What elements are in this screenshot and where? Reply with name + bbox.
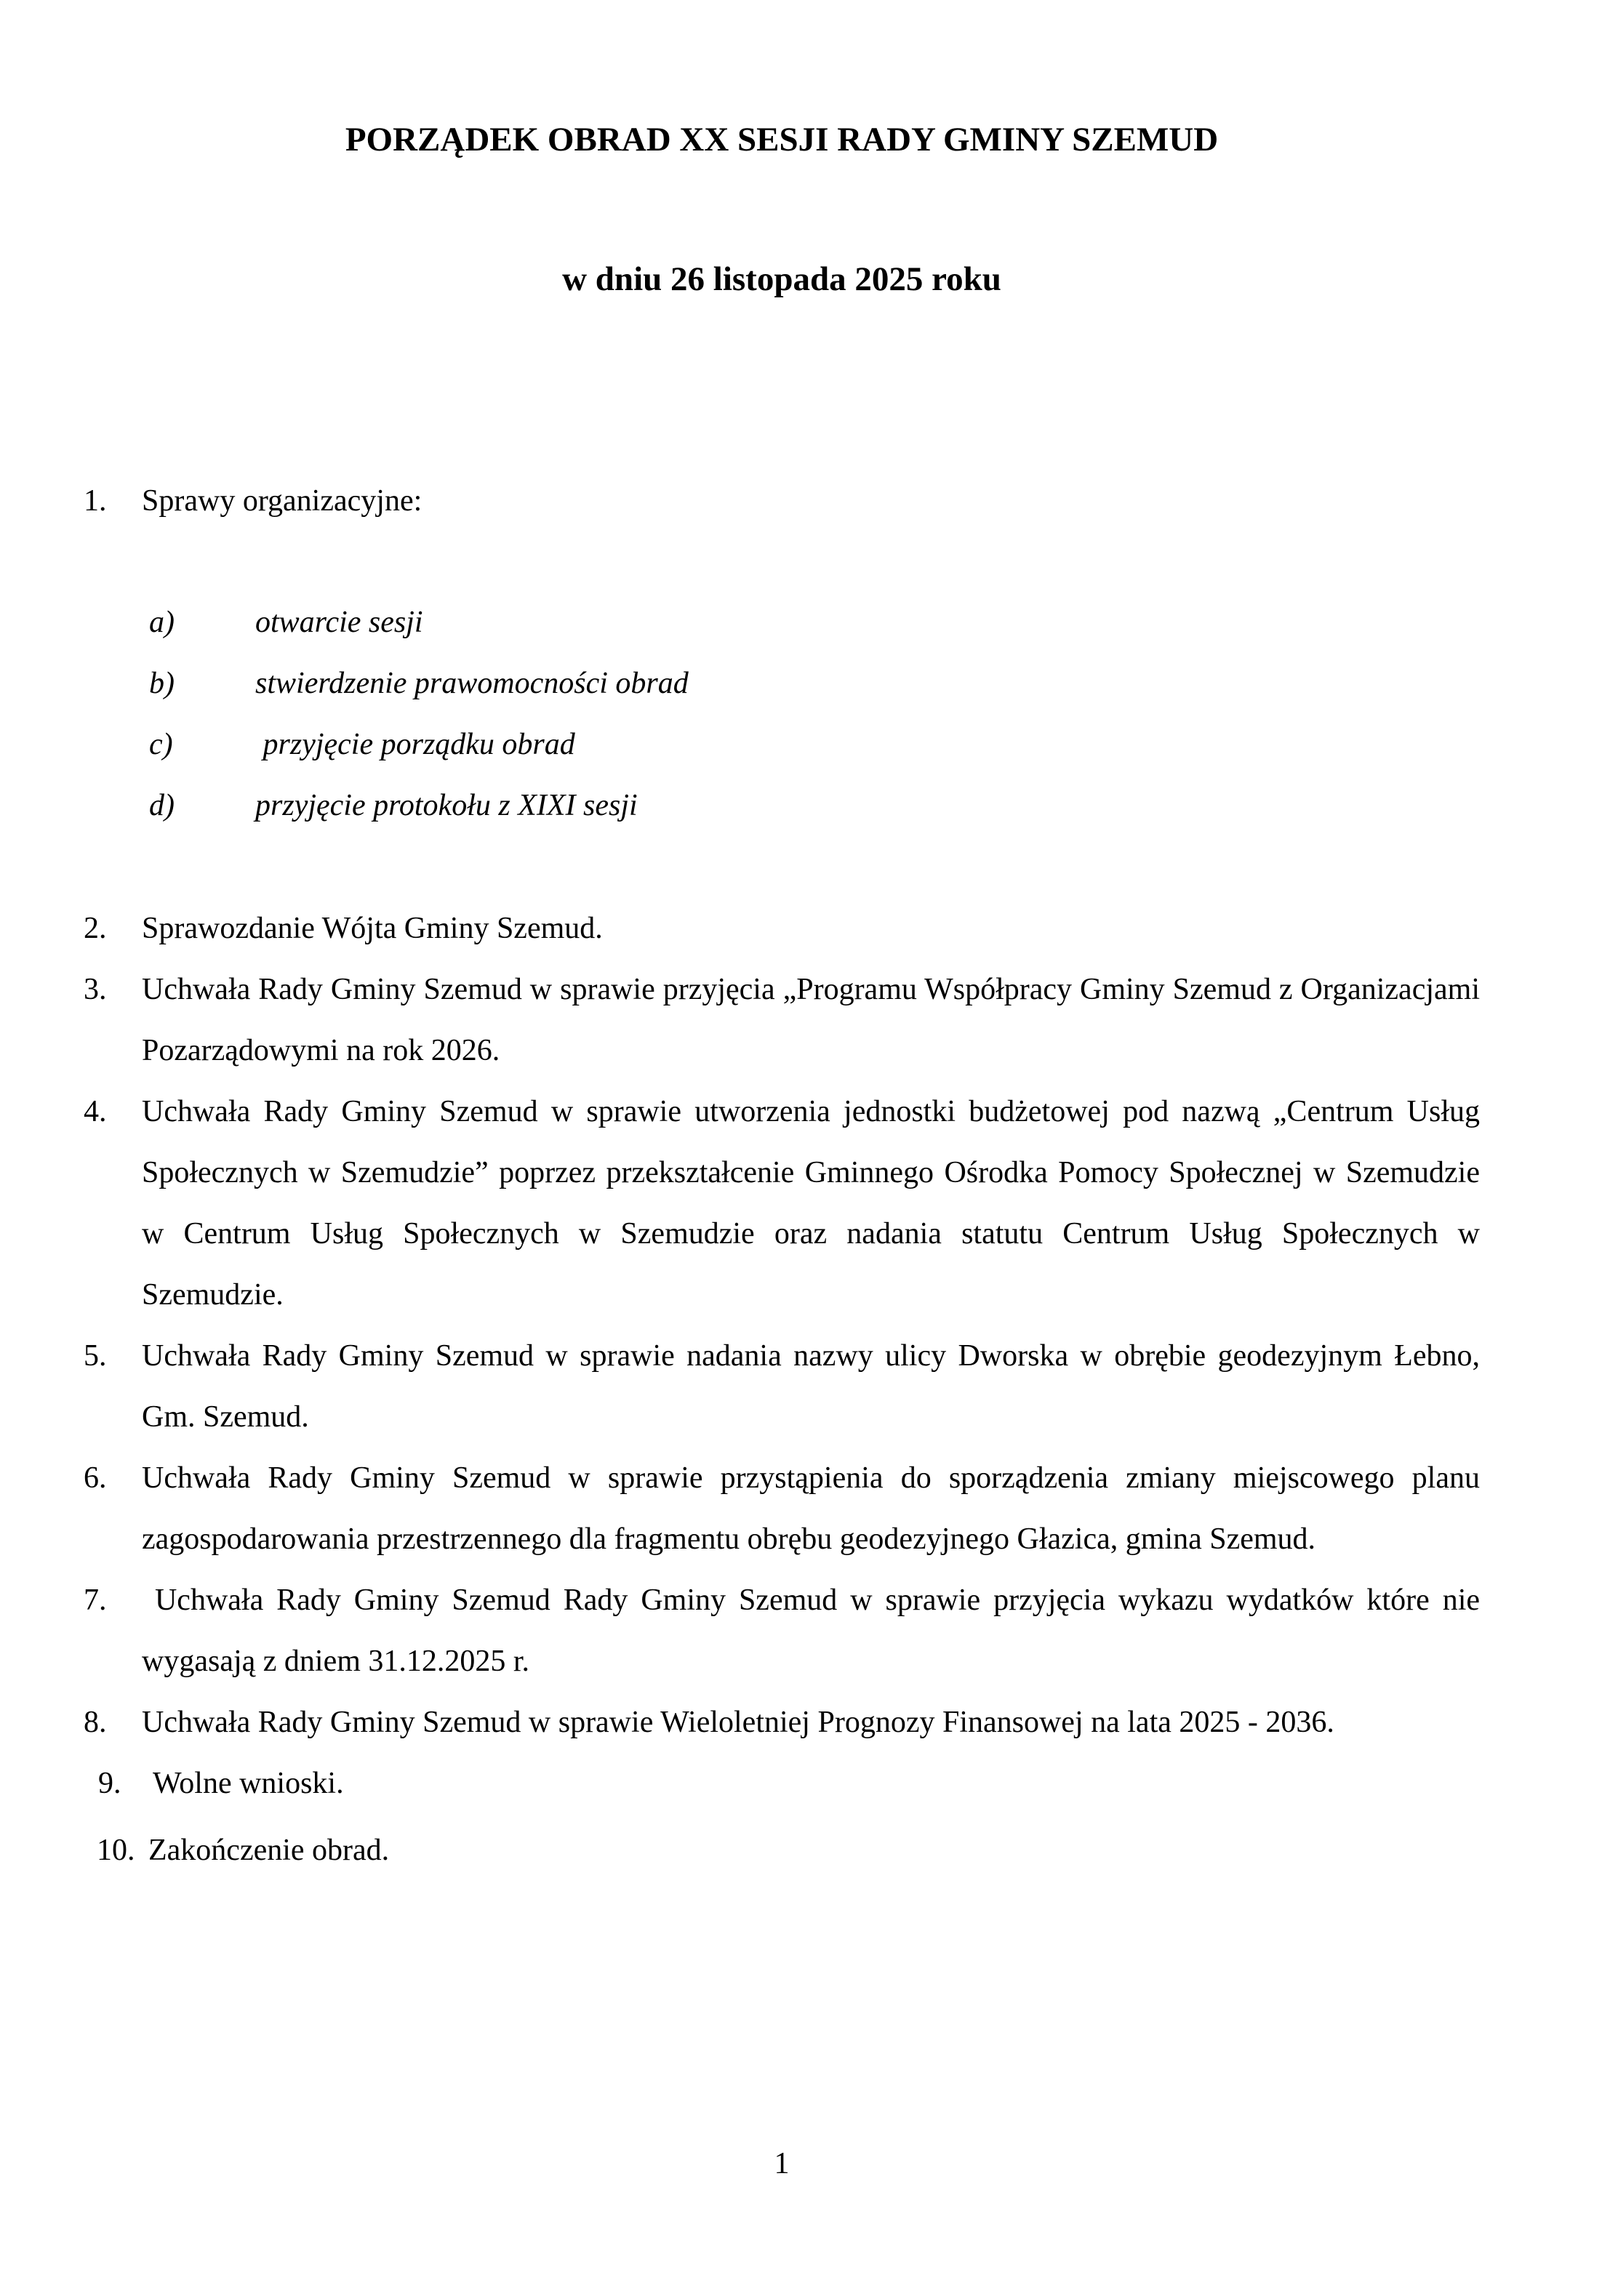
agenda-item-9-text: Wolne wnioski. [153, 1767, 344, 1800]
agenda-subitem-b-text: stwierdzenie prawomocności obrad [255, 667, 689, 700]
agenda-item-1 [84, 470, 1480, 531]
agenda-item-6 [84, 1448, 1488, 1570]
agenda-subitem-d-text: przyjęcie protokołu z XIXI sesji [255, 789, 638, 822]
agenda-item-9 [84, 1753, 1480, 1814]
agenda-item-1-number: 1. [84, 484, 107, 518]
agenda-subitem-a-text: otwarcie sesji [255, 606, 423, 639]
page-number: 1 [774, 2147, 790, 2180]
agenda-item-4-text: Uchwała Rady Gminy Szemud w sprawie utworzenia jednostki budżetowej pod nazwą „Centrum Usług Społecznych w Szemudzie” poprzez przekształcenie Gminnego Ośrodka Pomocy Społecznej w Szemudzie w Centrum Usług Społecznych w Szemudzie oraz nadania statutu Centrum Usług Społecznych w Szemudzie. [142, 1095, 1488, 1312]
agenda-subitem-c-text: przyjęcie porządku obrad [255, 728, 575, 761]
agenda-item-9-number: 9. [98, 1767, 121, 1800]
agenda-item-3-number: 3. [84, 973, 107, 1006]
agenda-list [84, 470, 1488, 1881]
agenda-item-10 [84, 1820, 1480, 1881]
agenda-subitem-d-letter: d) [149, 789, 175, 822]
agenda-item-5 [84, 1325, 1488, 1448]
agenda-subitem-a [149, 592, 1480, 653]
document-title-line-2: w dniu 26 listopada 2025 roku [562, 260, 1001, 298]
agenda-item-7-number: 7. [84, 1583, 107, 1617]
agenda-item-5-text: Uchwała Rady Gminy Szemud w sprawie nadania nazwy ulicy Dworska w obrębie geodezyjnym Łebno, Gm. Szemud. [142, 1339, 1488, 1434]
agenda-item-4 [84, 1081, 1488, 1325]
agenda-subitem-c-letter: c) [149, 728, 173, 761]
agenda-item-8 [84, 1692, 1480, 1753]
agenda-item-3 [84, 959, 1488, 1081]
agenda-item-2 [84, 898, 1480, 959]
agenda-item-2-number: 2. [84, 912, 107, 945]
document-title [84, 23, 1480, 396]
agenda-item-10-text: Zakończenie obrad. [148, 1834, 390, 1867]
document-content [84, 23, 1488, 1881]
agenda-subitem-a-letter: a) [149, 606, 175, 639]
agenda-subitem-c [149, 714, 1480, 775]
agenda-subitem-d [149, 775, 1480, 836]
agenda-item-2-text: Sprawozdanie Wójta Gminy Szemud. [142, 912, 603, 945]
agenda-item-4-number: 4. [84, 1095, 107, 1128]
agenda-subitem-b-letter: b) [149, 667, 175, 700]
agenda-item-6-number: 6. [84, 1461, 107, 1495]
agenda-subitem-b [149, 653, 1480, 714]
agenda-item-8-number: 8. [84, 1706, 107, 1739]
agenda-item-5-number: 5. [84, 1339, 107, 1373]
agenda-item-7-text: Uchwała Rady Gminy Szemud Rady Gminy Szemud w sprawie przyjęcia wykazu wydatków które nie wygasają z dniem 31.12.2025 r. [142, 1583, 1488, 1678]
agenda-item-6-text: Uchwała Rady Gminy Szemud w sprawie przystąpienia do sporządzenia zmiany miejscowego planu zagospodarowania przestrzennego dla fragmentu obrębu geodezyjnego Głazica, gmina Szemud. [142, 1461, 1488, 1556]
agenda-item-8-text: Uchwała Rady Gminy Szemud w sprawie Wieloletniej Prognozy Finansowej na lata 2025 - 2036. [142, 1706, 1334, 1739]
agenda-item-3-text: Uchwała Rady Gminy Szemud w sprawie przyjęcia „Programu Współpracy Gminy Szemud z Organizacjami Pozarządowymi na rok 2026. [142, 973, 1488, 1067]
document-title-line-1: PORZĄDEK OBRAD XX SESJI RADY GMINY SZEMUD [345, 121, 1219, 158]
agenda-item-10-number: 10. [97, 1834, 135, 1867]
agenda-item-7 [84, 1570, 1488, 1692]
agenda-item-1-text: Sprawy organizacyjne: [142, 484, 422, 518]
agenda-sublist [149, 592, 1480, 836]
